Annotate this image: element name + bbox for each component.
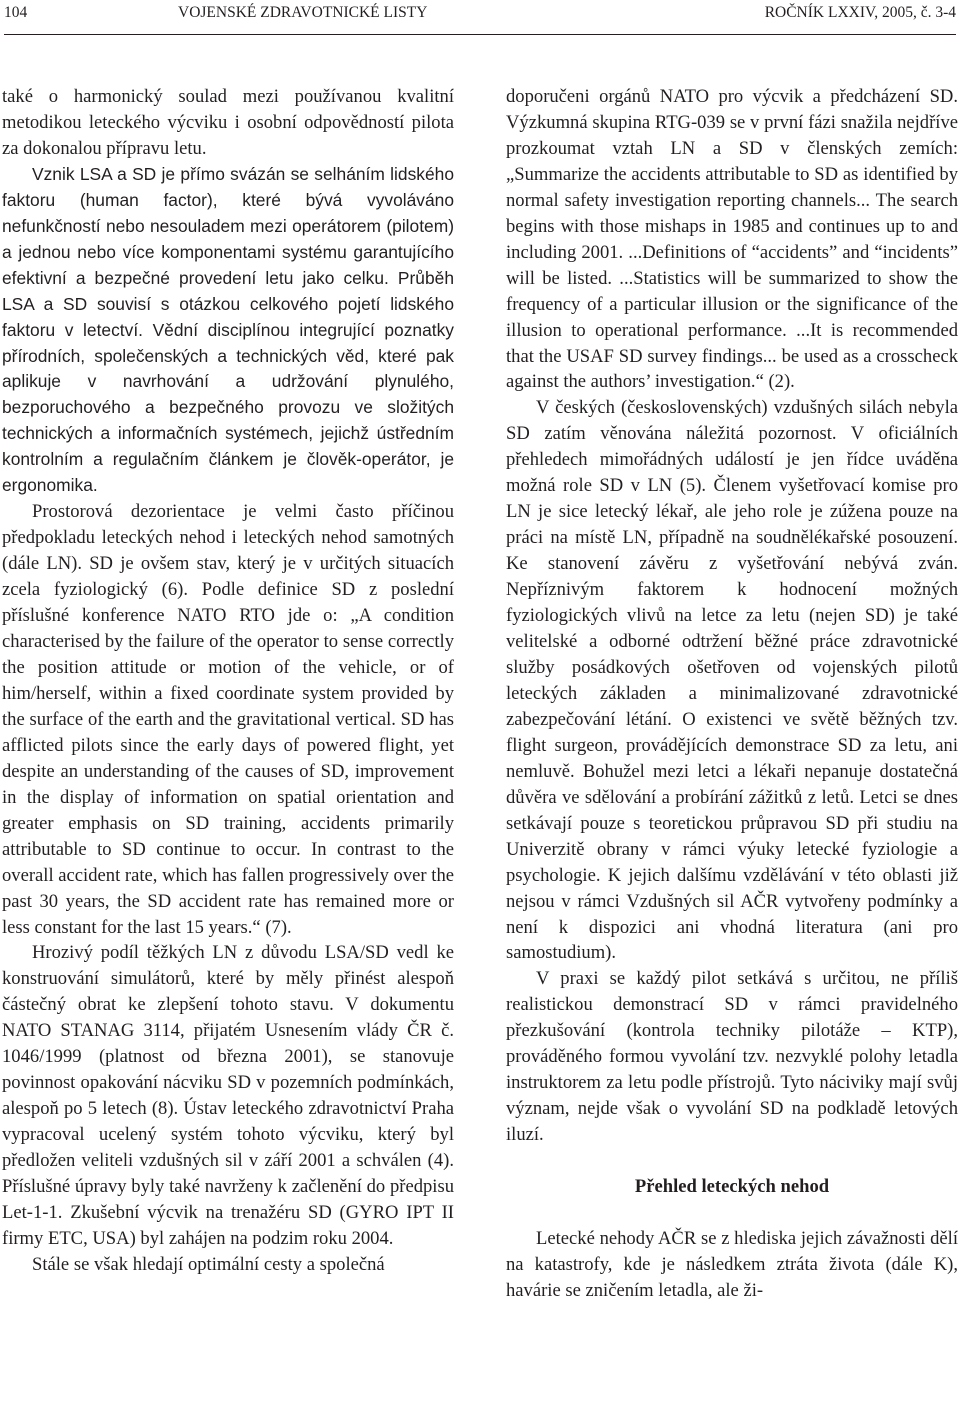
volume-info: ROČNÍK LXXIV, 2005, č. 3-4 (764, 4, 956, 21)
paragraph-human-factor: Vznik LSA a SD je přímo svázán se selháním lidského faktoru (human factor), které bývá vyvoláváno nefunkčností nebo nesouladem mezi operátorem (pilotem) a jednou nebo více komponentami systému garantujícího efektivní a bezpečné provedení letu jako celku. Průběh LSA a SD souvisí s otázkou celkového pojetí lidského faktoru v letectví. Vědní disciplínou integrující poznatky přírodních, společenských a technických věd, které pak aplikuje v navrhování a udržování plynulého, bezporuchového a bezpečného provozu ve složitých technických a informačních systémech, jejichž ústředním kontrolním a regulačním článkem je člověk-operátor, je ergonomika. (2, 163, 454, 496)
page-number: 104 (4, 4, 28, 21)
right-column (506, 84, 958, 1304)
paragraph-accident-classification: Letecké nehody AČR se z hlediska jejich závažnosti dělí na katastrofy, kde je následkem ztráta života (dále K), havárie se zničením letadla, ale ži- (506, 1228, 958, 1301)
running-header (4, 0, 956, 35)
paragraph-simulators: Hrozivý podíl těžkých LN z důvodu LSA/SD vedl ke konstruování simulátorů, které by měly přinést alespoň částečný obrat ke zlepšení tohoto stavu. V dokumentu NATO STANAG 3114, přijatém Usnesením vlády ČR č. 1046/1999 (platnost od března 2001), se stanovuje povinnost opakování nácviku SD v pozemních podmínkách, alespoň po 5 letech (8). Ústav leteckého zdravotnictví Praha vypracoval ucelený systém tohoto výcviku, který byl předložen veliteli vzdušných sil v září 2001 a schválen (4). Příslušné úpravy byly také navrženy k začlenění do předpisu Let-1-1. Zkušební výcvik na trenažéru SD (GYRO IPT II firmy ETC, USA) byl zahájen na podzim roku 2004. (2, 942, 454, 1249)
paragraph-continuation: také o harmonický soulad mezi používanou kvalitní metodikou leteckého výcviku i osobní odpovědností pilota za dokonalou přípravu letu. (2, 86, 454, 159)
paragraph-optimal-paths: Stále se však hledají optimální cesty a společná (32, 1253, 385, 1275)
paragraph-disorientation-definition: Prostorová dezorientace je velmi často příčinou předpokladu leteckých nehod i leteckých nehod samotných (dále LN). SD je ovšem stav, který je v určitých situacích zcela fyziologický (6). Podle definice SD z poslední příslušné konference NATO RTO jde o: „A condition characterised by the failure of the operator to sense correctly the position attitude or motion of the vehicle, or of him/herself, within a fixed coordinate system provided by the surface of the earth and the gravitational vertical. SD has afflicted pilots since the early days of powered flight, yet despite an understanding of the causes of SD, improvement in the display of information on spatial orientation and greater emphasis on SD training, accidents primarily attributable to SD continue to occur. In contrast to the overall accident rate, which has fallen progressively over the past 30 years, the SD accident rate has remained more or less constant for the last 15 years.“ (7). (2, 501, 454, 938)
left-column (2, 84, 454, 1278)
paragraph-practice: V praxi se každý pilot setkává s určitou, ne příliš realistickou demonstrací SD v rámci pravidelného přezkušování (kontrola techniky pilotáže – KTP), prováděného formou vyvolání tzv. nezvyklé polohy letadla instruktorem za letu podle přístrojů. Tyto náciviky mají svůj význam, nejde však o vyvolání SD na podkladě letových iluzí. (506, 968, 958, 1146)
section-heading: Přehled leteckých nehod (634, 1176, 830, 1198)
paragraph-czech-air-force: V českých (československých) vzdušných silách nebyla SD zatím věnována náležitá pozornost. V oficiálních přehledech mimořádných událostí je jen řídce uváděna možná role SD v LN (5). Členem vyšetřovací komise pro LN je sice letecký lékař, ale jeho role je zúžena pouze na práci na místě LN, případně na soudnělékařské posouzení. Ke stanovení závěru z vyšetřování nebývá zván. Nepříznivým faktorem k hodnocení možných fyziologických vlivů na letce za letu (nejen SD) je také velitelské a odborné odtržení běžné práce zdravotnické služby posádkových ošetřoven od vojenských pilotů leteckých základen a minimalizované zdravotnické zabezpečování létání. O existenci ve světě běžných tzv. flight surgeon, provádějících demonstrace SD za letu, ani nemluvě. Bohužel mezi letci a lékaři nepanuje dostatečná důvěra ve sdělování a probírání zážitků z letů. Letci se dnes setkávají pouze s teoretickou průpravou SD při studiu na Univerzitě obrany v rámci výuky letecké fyziologie a psychologie. K jejich dalšímu vzdělávání v této oblasti již nejsou v rámci Vzdušných sil AČR vytvořeny podmínky a není k dispozici ani vhodná literatura (ani pro samostudium). (506, 397, 958, 964)
journal-title: VOJENSKÉ ZDRAVOTNICKÉ LISTY (178, 4, 428, 21)
paragraph-nato-recommendations: doporučeni orgánů NATO pro výcvik a předcházení SD. Výzkumná skupina RTG-039 se v první fázi snažila nejdříve prozkoumat vztah LN a SD v členských zemích: „Summarize the accidents attributable to SD as identified by normal safety investigation reporting channels... The search begins with those mishaps in 1985 and continues up to and including 2001. ...Definitions of “accidents” and “incidents” will be listed. ...Statistics will be summarized to show the frequency of a particular illusion or the significance of the illusion to operational performance. ...It is recommended that the USAF SD survey findings... be used as a crosscheck against the authors’ investigation.“ (2). (506, 86, 958, 393)
